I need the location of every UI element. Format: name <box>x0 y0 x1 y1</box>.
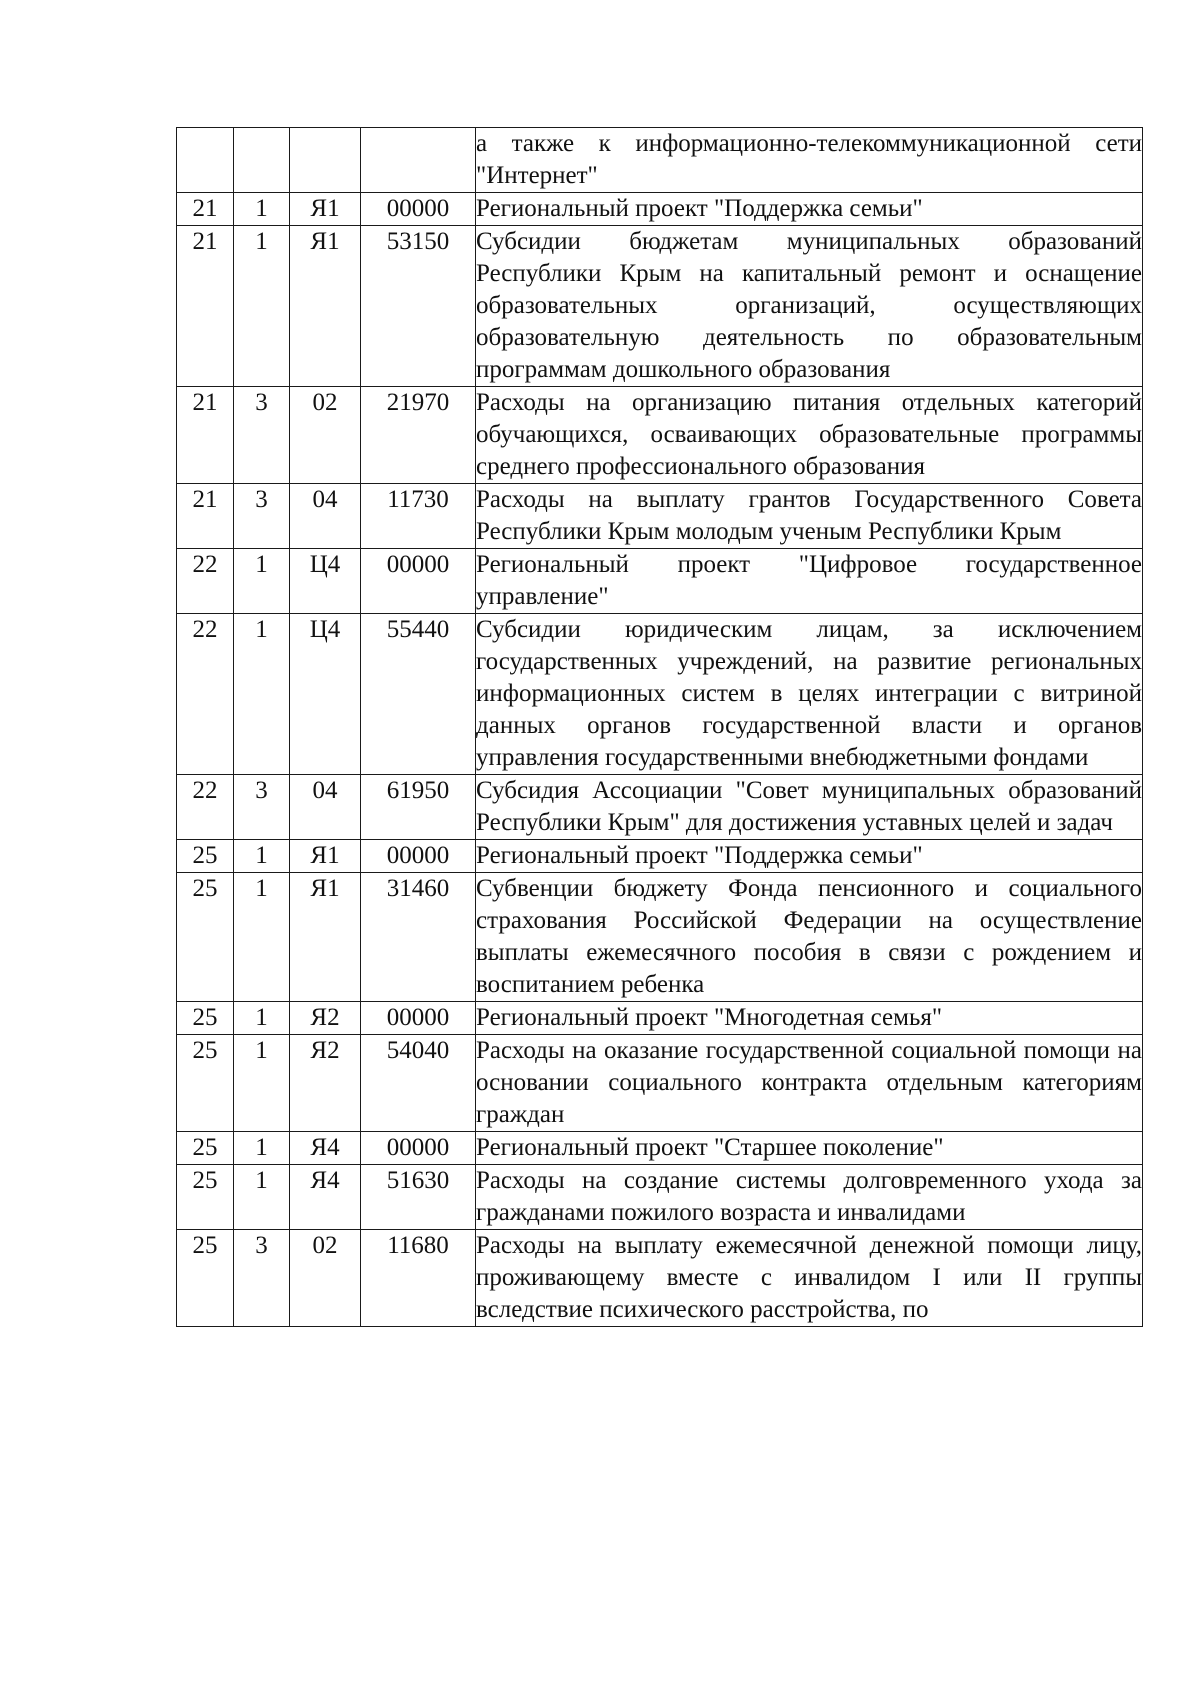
description-cell <box>476 484 1143 549</box>
table-body <box>177 128 1143 1327</box>
code-cell-program: 21 <box>177 226 234 387</box>
description-text: а также к информационно-телекоммуникационной сети "Интернет" <box>476 130 1142 189</box>
code-cell-program: 22 <box>177 549 234 614</box>
table-row <box>177 1002 1143 1035</box>
table-row <box>177 614 1143 775</box>
description-text: Региональный проект "Многодетная семья" <box>476 1004 943 1031</box>
code-cell-subprogram: 1 <box>234 1165 290 1230</box>
code-cell-expense: 31460 <box>361 873 476 1002</box>
code-cell-subprogram: 1 <box>234 873 290 1002</box>
table-row <box>177 840 1143 873</box>
code-cell-direction: Я2 <box>290 1035 361 1132</box>
description-cell <box>476 1002 1143 1035</box>
table-row <box>177 549 1143 614</box>
table-row <box>177 1165 1143 1230</box>
code-cell-direction: Я4 <box>290 1132 361 1165</box>
code-cell-program: 25 <box>177 1035 234 1132</box>
code-cell-direction: 04 <box>290 775 361 840</box>
code-cell-direction: Я1 <box>290 193 361 226</box>
description-cell <box>476 775 1143 840</box>
code-cell-subprogram: 1 <box>234 549 290 614</box>
description-text: Региональный проект "Поддержка семьи" <box>476 842 923 869</box>
description-text: Расходы на выплату ежемесячной денежной помощи лицу, проживающему вместе с инвалидом I или II группы вследствие психического расстройства, по <box>476 1232 1142 1323</box>
description-text: Расходы на выплату грантов Государственного Совета Республики Крым молодым ученым Республики Крым <box>476 486 1142 545</box>
code-cell-expense: 00000 <box>361 1002 476 1035</box>
code-cell-expense: 00000 <box>361 840 476 873</box>
code-cell-program: 25 <box>177 1132 234 1165</box>
description-cell <box>476 1165 1143 1230</box>
description-text: Региональный проект "Поддержка семьи" <box>476 195 923 222</box>
description-cell <box>476 128 1143 193</box>
code-cell-direction: Я1 <box>290 226 361 387</box>
description-text: Региональный проект "Цифровое государственное управление" <box>476 551 1142 610</box>
code-cell-direction <box>290 128 361 193</box>
code-cell-subprogram: 1 <box>234 1035 290 1132</box>
description-text: Расходы на организацию питания отдельных категорий обучающихся, осваивающих образовательные программы среднего профессионального образования <box>476 389 1142 480</box>
code-cell-direction: Я1 <box>290 840 361 873</box>
code-cell-expense: 11730 <box>361 484 476 549</box>
code-cell-subprogram: 3 <box>234 484 290 549</box>
description-cell <box>476 873 1143 1002</box>
table-row <box>177 873 1143 1002</box>
code-cell-subprogram: 3 <box>234 387 290 484</box>
code-cell-subprogram: 1 <box>234 226 290 387</box>
code-cell-program: 25 <box>177 873 234 1002</box>
code-cell-program: 21 <box>177 387 234 484</box>
code-cell-expense: 53150 <box>361 226 476 387</box>
code-cell-program: 25 <box>177 1230 234 1327</box>
description-text: Расходы на оказание государственной социальной помощи на основании социального контракта отдельным категориям граждан <box>476 1037 1142 1128</box>
code-cell-subprogram: 3 <box>234 1230 290 1327</box>
code-cell-subprogram <box>234 128 290 193</box>
code-cell-program: 25 <box>177 840 234 873</box>
description-text: Субсидии юридическим лицам, за исключением государственных учреждений, на развитие региональных информационных систем в целях интеграции с витриной данных органов государственной власти и органов управления государственными внебюджетными фондами <box>476 616 1142 771</box>
table-row <box>177 1035 1143 1132</box>
description-text: Расходы на создание системы долговременного ухода за гражданами пожилого возраста и инвалидами <box>476 1167 1142 1226</box>
code-cell-subprogram: 1 <box>234 193 290 226</box>
code-cell-direction: Я1 <box>290 873 361 1002</box>
code-cell-program: 25 <box>177 1002 234 1035</box>
code-cell-direction: 02 <box>290 1230 361 1327</box>
description-text: Региональный проект "Старшее поколение" <box>476 1134 944 1161</box>
code-cell-expense: 00000 <box>361 1132 476 1165</box>
code-cell-direction: 04 <box>290 484 361 549</box>
code-cell-direction: 02 <box>290 387 361 484</box>
table-row <box>177 1230 1143 1327</box>
code-cell-program: 21 <box>177 193 234 226</box>
code-cell-expense: 21970 <box>361 387 476 484</box>
code-cell-expense: 55440 <box>361 614 476 775</box>
table-row <box>177 775 1143 840</box>
table-row <box>177 226 1143 387</box>
code-cell-expense: 54040 <box>361 1035 476 1132</box>
description-text: Субвенции бюджету Фонда пенсионного и социального страхования Российской Федерации на осуществление выплаты ежемесячного пособия в связи с рождением и воспитанием ребенка <box>476 875 1142 998</box>
code-cell-subprogram: 3 <box>234 775 290 840</box>
table-row <box>177 193 1143 226</box>
code-cell-direction: Ц4 <box>290 614 361 775</box>
description-cell <box>476 226 1143 387</box>
description-cell <box>476 387 1143 484</box>
code-cell-subprogram: 1 <box>234 1002 290 1035</box>
code-cell-expense: 61950 <box>361 775 476 840</box>
code-cell-expense: 11680 <box>361 1230 476 1327</box>
code-cell-expense <box>361 128 476 193</box>
description-cell <box>476 1230 1143 1327</box>
description-cell <box>476 1035 1143 1132</box>
description-text: Субсидия Ассоциации "Совет муниципальных образований Республики Крым" для достижения уставных целей и задач <box>476 777 1142 836</box>
code-cell-program <box>177 128 234 193</box>
table-row <box>177 387 1143 484</box>
code-cell-subprogram: 1 <box>234 1132 290 1165</box>
code-cell-program: 22 <box>177 614 234 775</box>
description-cell <box>476 614 1143 775</box>
code-cell-program: 21 <box>177 484 234 549</box>
code-cell-expense: 51630 <box>361 1165 476 1230</box>
code-cell-direction: Ц4 <box>290 549 361 614</box>
code-cell-expense: 00000 <box>361 549 476 614</box>
description-cell <box>476 193 1143 226</box>
description-text: Субсидии бюджетам муниципальных образований Республики Крым на капитальный ремонт и оснащение образовательных организаций, осуществляющих образовательную деятельность по образовательным программам дошкольного образования <box>476 228 1142 383</box>
code-cell-subprogram: 1 <box>234 614 290 775</box>
description-cell <box>476 840 1143 873</box>
table-row <box>177 128 1143 193</box>
code-cell-program: 22 <box>177 775 234 840</box>
code-cell-direction: Я2 <box>290 1002 361 1035</box>
table-row <box>177 484 1143 549</box>
code-cell-expense: 00000 <box>361 193 476 226</box>
code-cell-subprogram: 1 <box>234 840 290 873</box>
code-cell-program: 25 <box>177 1165 234 1230</box>
code-cell-direction: Я4 <box>290 1165 361 1230</box>
budget-classification-table <box>176 127 1143 1327</box>
table-row <box>177 1132 1143 1165</box>
description-cell <box>476 549 1143 614</box>
description-cell <box>476 1132 1143 1165</box>
